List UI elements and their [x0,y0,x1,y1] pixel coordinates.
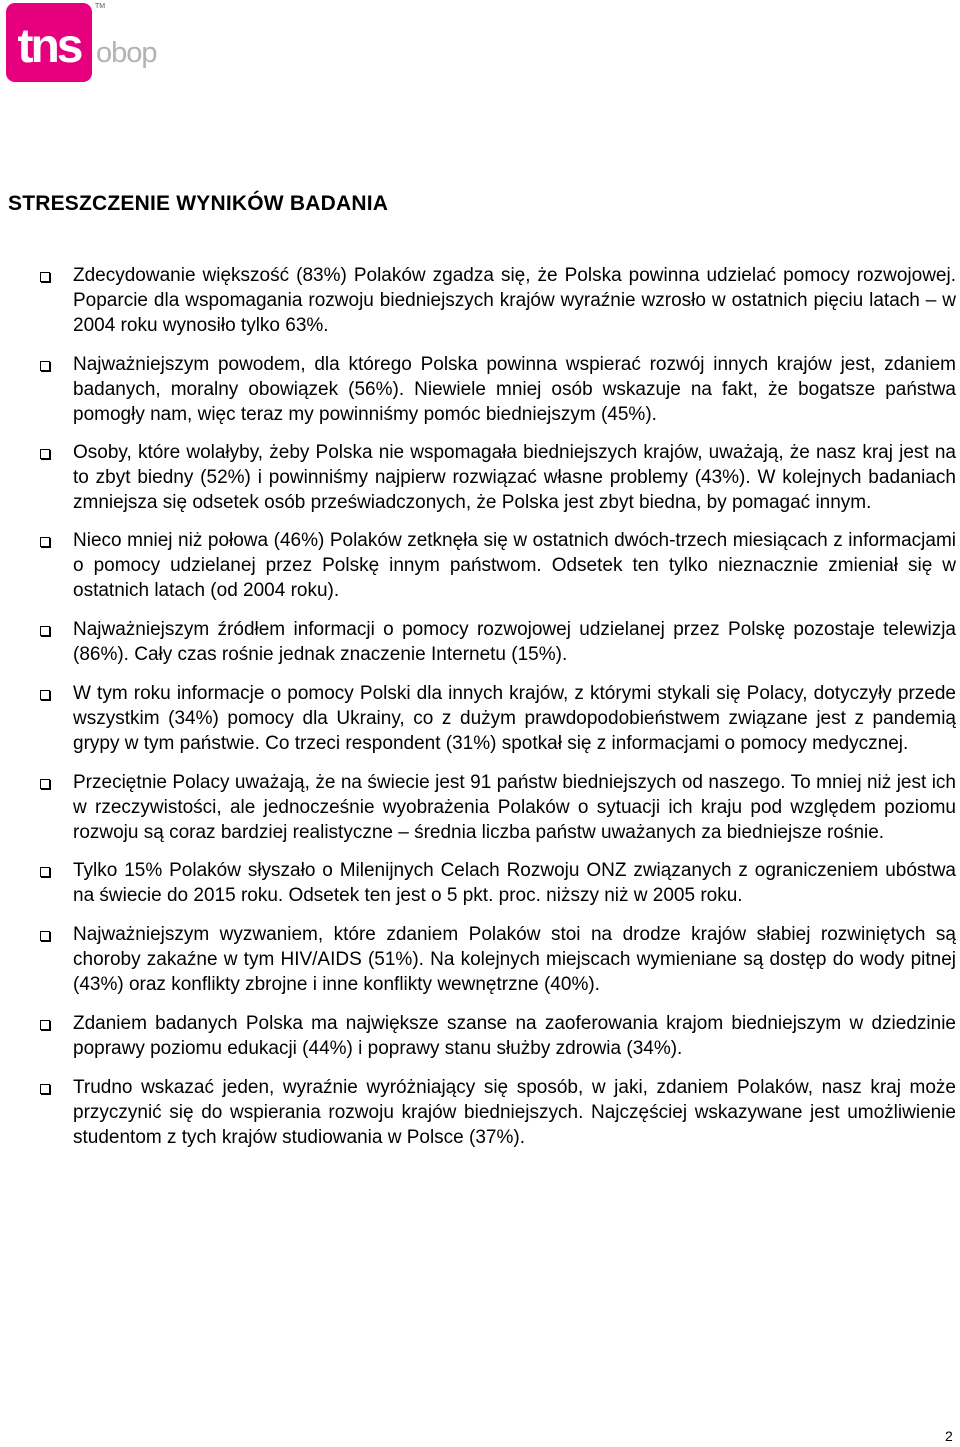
finding-item [0,440,956,515]
finding-item [0,858,956,908]
finding-text: Osoby, które wolałyby, żeby Polska nie wspomagała biedniejszych krajów, uważają, że nasz kraj jest na to zbyt biedny (52%) i powinniśmy najpierw rozwiązać własne problemy (43%). W kolejnych badaniach zmniejsza się odsetek osób przeświadczonych, że Polska jest zbyt biedna, by pomagać innym. [73,442,956,513]
findings-list [0,263,960,1150]
finding-item [0,770,956,845]
finding-item [0,263,956,338]
finding-item [0,528,956,603]
logo-mark [6,3,92,82]
finding-text: Przeciętnie Polacy uważają, że na świecie jest 91 państw biedniejszych od naszego. To mniej niż jest ich w rzeczywistości, ale jednocześnie wyobrażenia Polaków o sytuacji ich kraju pod względem poziomu rozwoju są coraz bardziej realistyczne – średnia liczba państw uważanych za biedniejsze rośnie. [73,772,956,843]
finding-text: Trudno wskazać jeden, wyraźnie wyróżniający się sposób, w jaki, zdaniem Polaków, nasz kraj może przyczynić się do wspierania rozwoju krajów biedniejszych. Najczęściej wskazywane jest umożliwienie studentom z tych krajów studiowania w Polsce (37%). [73,1077,956,1148]
finding-text: Najważniejszym powodem, dla którego Polska powinna wspierać rozwój innych krajów jest, zdaniem badanych, moralny obowiązek (56%). Niewiele mniej osób wskazuje na fakt, że bogatsze państwa pomogły nam, więc teraz my powinniśmy pomóc biedniejszym (45%). [73,354,956,425]
finding-text: Nieco mniej niż połowa (46%) Polaków zetknęła się w ostatnich dwóch-trzech miesiącach z informacjami o pomocy udzielanej przez Polskę innym państwom. Odsetek ten tylko nieznacznie zmieniał się w ostatnich latach (od 2004 roku). [73,530,956,601]
logo-trademark: TM [95,3,106,10]
checkbox-bullet-icon [40,690,50,700]
logo-suffix-text: obop [96,37,157,69]
checkbox-bullet-icon [40,449,50,459]
page-title: STRESZCZENIE WYNIKÓW BADANIA [8,192,389,215]
checkbox-bullet-icon [40,537,50,547]
finding-text: W tym roku informacje o pomocy Polski dla innych krajów, z którymi stykali się Polacy, dotyczyły przede wszystkim (34%) pomocy dla Ukrainy, co z dużym prawdopodobieństwem związane jest z pandemią grypy w tym państwie. Co trzeci respondent (31%) spotkał się z informacjami o pomocy medycznej. [73,683,956,754]
tns-obop-logo [6,3,157,83]
checkbox-bullet-icon [40,361,50,371]
finding-item [0,1075,956,1150]
finding-text: Najważniejszym źródłem informacji o pomocy rozwojowej udzielanej przez Polskę pozostaje telewizja (86%). Cały czas rośnie jednak znaczenie Internetu (15%). [73,619,956,665]
checkbox-bullet-icon [40,931,50,941]
checkbox-bullet-icon [40,626,50,636]
finding-item [0,352,956,427]
finding-text: Zdecydowanie większość (83%) Polaków zgadza się, że Polska powinna udzielać pomocy rozwojowej. Poparcie dla wspomagania rozwoju biedniejszych krajów wyraźnie wzrosło w ostatnich pięciu latach – w 2004 roku wynosiło tylko 63%. [73,265,956,336]
finding-text: Najważniejszym wyzwaniem, które zdaniem Polaków stoi na drodze krajów słabiej rozwiniętych są choroby zakaźne w tym HIV/AIDS (51%). Na kolejnych miejscach wymieniane są dostęp do wody pitnej (43%) oraz konflikty zbrojne i inne konflikty wewnętrzne (40%). [73,924,956,995]
finding-item [0,617,956,667]
checkbox-bullet-icon [40,1084,50,1094]
finding-text: Zdaniem badanych Polska ma największe szanse na zaoferowania krajom biedniejszym w dziedzinie poprawy poziomu edukacji (44%) i poprawy stanu służby zdrowia (34%). [73,1013,956,1059]
finding-text: Tylko 15% Polaków słyszało o Milenijnych Celach Rozwoju ONZ związanych z ograniczeniem ubóstwa na świecie do 2015 roku. Odsetek ten jest o 5 pkt. proc. niższy niż w 2005 roku. [73,860,956,906]
page-number: 2 [945,1428,953,1444]
logo-brand-text: tns [17,20,81,73]
checkbox-bullet-icon [40,867,50,877]
checkbox-bullet-icon [40,779,50,789]
finding-item [0,1011,956,1061]
checkbox-bullet-icon [40,272,50,282]
checkbox-bullet-icon [40,1020,50,1030]
finding-item [0,681,956,756]
finding-item [0,922,956,997]
